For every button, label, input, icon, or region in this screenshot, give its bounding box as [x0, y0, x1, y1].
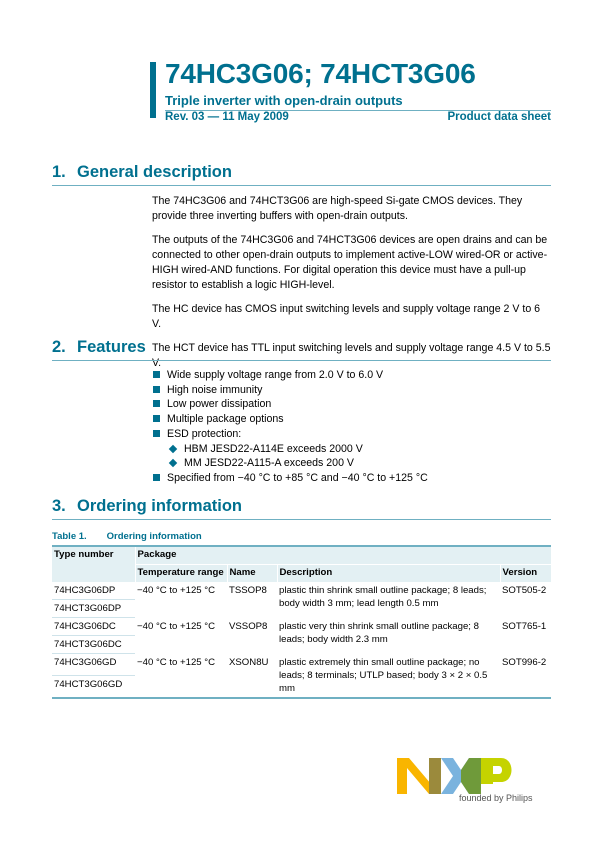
- table-row: [52, 654, 551, 676]
- list-item: [152, 471, 428, 486]
- temperature-cell: −40 °C to +125 °C: [137, 585, 216, 596]
- list-item-text: MM JESD22-A115-A exceeds 200 V: [184, 457, 354, 470]
- list-item-text: Multiple package options: [167, 413, 284, 426]
- package-name-cell: TSSOP8: [229, 585, 267, 596]
- section-title: General description: [77, 163, 232, 181]
- list-item: [152, 427, 428, 471]
- square-bullet-icon: [153, 474, 160, 481]
- table-caption: [52, 531, 202, 542]
- description-cell: plastic extremely thin small outline package; no leads; 8 terminals; UTLP based; body 3 × 2 × 0.5 mm: [279, 656, 488, 694]
- diamond-bullet-icon: [169, 459, 177, 467]
- header-version: Version: [500, 565, 551, 583]
- type-number-cell: 74HCT3G06GD: [54, 678, 123, 690]
- list-item-text: HBM JESD22-A114E exceeds 2000 V: [184, 442, 363, 455]
- list-item-text: High noise immunity: [167, 383, 263, 396]
- section-heading-ordering-information: [52, 497, 551, 520]
- table-caption-text: Ordering information: [106, 531, 202, 542]
- paragraph: The 74HC3G06 and 74HCT3G06 are high-speed Si-gate CMOS devices. They provide three inverting buffers with open-drain outputs.: [152, 195, 523, 222]
- header-name: Name: [227, 565, 277, 583]
- revision-date: Rev. 03 — 11 May 2009: [165, 111, 289, 123]
- version-cell: SOT996-2: [502, 656, 547, 668]
- table-header-row: [52, 546, 551, 565]
- type-number-cell: 74HC3G06GD: [52, 654, 135, 676]
- type-number-cell: 74HCT3G06DC: [52, 636, 135, 654]
- sub-list-item: [167, 456, 428, 471]
- section-title: Ordering information: [77, 497, 242, 515]
- features-list: [152, 368, 428, 486]
- ordering-table: [52, 545, 551, 699]
- document-subtitle: Triple inverter with open-drain outputs: [165, 93, 403, 108]
- version-cell: SOT505-2: [502, 585, 547, 596]
- section-number: 2.: [52, 338, 66, 356]
- title-accent-bar: [150, 62, 156, 118]
- type-number-cell: 74HC3G06DP: [52, 582, 135, 600]
- paragraph: The HC device has CMOS input switching levels and supply voltage range 2 V to 6 V.: [152, 303, 541, 330]
- list-item: [152, 368, 428, 383]
- paragraph: The HCT device has TTL input switching levels and supply voltage range 4.5 V to 5.5 V.: [152, 342, 551, 369]
- header-type-number: Type number: [52, 546, 135, 582]
- list-item-text: Wide supply voltage range from 2.0 V to 6.0 V: [167, 369, 384, 381]
- description-cell: plastic thin shrink small outline package; 8 leads; body width 3 mm; lead length 0.5 mm: [279, 585, 487, 609]
- type-number-cell: 74HCT3G06DP: [52, 600, 135, 618]
- paragraph: The outputs of the 74HC3G06 and 74HCT3G06 devices are open drains and can be connected to other open-drain outputs to implement active-LOW wired-OR or active-HIGH wired-AND functions. For digital operation this device must have a pull-up resistor to establish a logic HIGH-level.: [152, 234, 548, 291]
- table-row: [52, 618, 551, 636]
- temperature-cell: −40 °C to +125 °C: [137, 620, 216, 632]
- square-bullet-icon: [153, 371, 160, 378]
- package-name-cell: XSON8U: [229, 656, 269, 668]
- list-item: [152, 397, 428, 412]
- version-cell: SOT765-1: [502, 620, 547, 632]
- section-title: Features: [77, 338, 146, 356]
- section-heading-features: [52, 338, 551, 361]
- list-item: [152, 412, 428, 427]
- description-cell: plastic very thin shrink small outline package; 8 leads; body width 2.3 mm: [279, 620, 479, 645]
- package-name-cell: VSSOP8: [229, 620, 268, 632]
- square-bullet-icon: [153, 415, 160, 422]
- square-bullet-icon: [153, 400, 160, 407]
- list-item: [152, 383, 428, 398]
- square-bullet-icon: [153, 386, 160, 393]
- section-heading-general-description: [52, 163, 551, 186]
- table-row: [52, 582, 551, 600]
- document-type: Product data sheet: [447, 111, 551, 123]
- header-description: Description: [277, 565, 500, 583]
- list-item-text: ESD protection:: [167, 427, 242, 440]
- nxp-logo: [397, 756, 533, 806]
- diamond-bullet-icon: [169, 444, 177, 452]
- square-bullet-icon: [153, 430, 160, 437]
- document-title: 74HC3G06; 74HCT3G06: [165, 58, 476, 89]
- esd-sublist: [167, 442, 428, 471]
- sub-list-item: [167, 442, 428, 457]
- type-number-cell: 74HC3G06DC: [52, 618, 135, 636]
- header-temperature-range: Temperature range: [135, 565, 227, 583]
- list-item-text: Low power dissipation: [167, 398, 272, 411]
- logo-tagline: founded by Philips: [459, 793, 533, 803]
- list-item-text: Specified from −40 °C to +85 °C and −40 °C to +125 °C: [167, 471, 428, 484]
- temperature-cell: −40 °C to +125 °C: [137, 656, 216, 668]
- section-number: 3.: [52, 497, 66, 515]
- header-package: Package: [135, 546, 551, 565]
- section-number: 1.: [52, 163, 66, 181]
- table-label: Table 1.: [52, 531, 87, 542]
